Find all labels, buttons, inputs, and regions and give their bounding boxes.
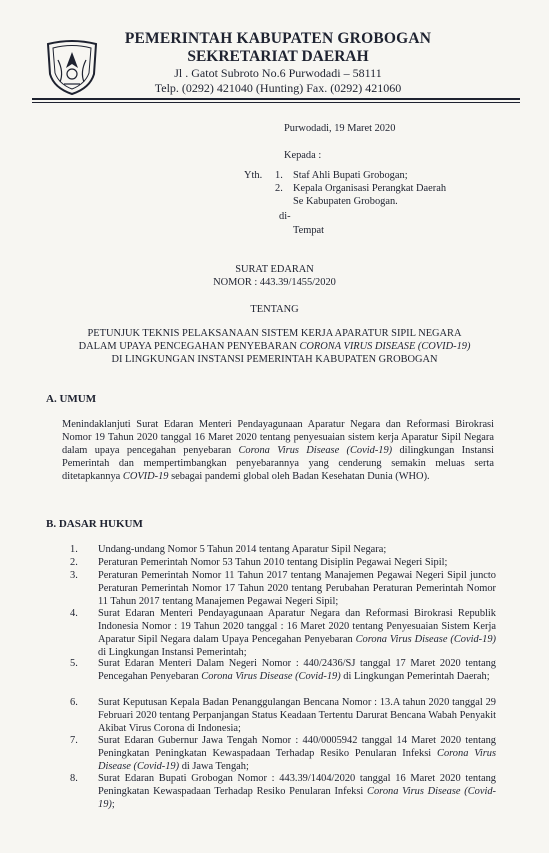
document-page: PEMERINTAH KABUPATEN GROBOGAN SEKRETARIAT DAERAH Jl . Gatot Subroto No.6 Purwodadi – 58111 Telp. (0292) 421040 (Hunting) Fax. (0292) 421060 Purwodadi, 19 Maret 2020 Kepada : Yth. 1. Staf Ahli Bupati Grobogan; 2. Kepala Organisasi Perangkat Daerah Se Kabupaten Grobogan. di- Tempat SURAT EDARAN NOMOR : 443.39/1455/2020 TENTANG PETUNJUK TEKNIS PELAKSANAAN SISTEM KERJA APARATUR SIPIL NEGARA DALAM UPAYA PENCEGAHAN PENYEBARAN CORONA VIRUS DISEASE (COVID-19) DI LINGKUNGAN INSTANSI PEMERINTAH KABUPATEN GROBOGAN A. UMUM Menindaklanjuti Surat Edaran Menteri Pendayagunaan Aparatur Negara dan Reformasi Birokrasi Nomor 19 Tahun 2020 tanggal 16 Maret 2020 tentang penyesuaian sistem kerja Aparatur Sipil Negara dalam upaya pencegahan penyebaran Corona Virus Disease (Covid-19) dilingkungan Instansi Pemerintah dan mempertimbangkan penyebarannya yang cenderung semakin meluas serta ditetapkannya COVID-19 sebagai pandemi global oleh Badan Kesehatan Dunia (WHO). B. DASAR HUKUM 1. Undang-undang Nomor 5 Tahun 2014 tentang Aparatur Sipil Negara; 2. Peraturan Pemerintah Nomor 53 Tahun 2010 tentang Disiplin Pegawai Negeri Sipil; 3. Peraturan Pemerintah Nomor 11 Tahun 2017 tentang Manajemen Pegawai Negeri Sipil juncto Peraturan Pemerintah Nomor 17 Tahun 2020 tentang Perubahan Peraturan Pemerintah Nomor 11 Tahun 2017 tentang Manajemen Pegawai Negeri Sipil; 4. Surat Edaran Menteri Pendayagunaan Aparatur Negara dan Reformasi Birokrasi Republik Indonesia Nomor : 19 Tahun 2020 tanggal : 16 Maret 2020 tentang Penyesuaian Sistem Kerja Aparatur Sipil Negara dalam Upaya Pencegahan Penyebaran Corona Virus Disease (Covid-19) di Lingkungan Instansi Pemerintah; 5. Surat Edaran Menteri Dalam Negeri Nomor : 440/2436/SJ tanggal 17 Maret 2020 tentang Pencegahan Penyebaran Corona Virus Disease (Covid-19) di Lingkungan Pemerintah Daerah; 6. Surat Keputusan Kepala Badan Penanggulangan Bencana Nomor : 13.A tahun 2020 tanggal 29 Februari 2020 tentang Perpanjangan Status Keadaan Tertentu Darurat Bencana Wabah Penyakit Akibat Virus Corona di Indonesia; 7. Surat Edaran Gubernur Jawa Tengah Nomor : 440/0005942 tanggal 14 Maret 2020 tentang Peningkatan Peningkatan Kewaspadaan Terhadap Resiko Penularan Infeksi Corona Virus Disease (Covid-19) di Jawa Tengah; 8. Surat Edaran Bupati Grobogan Nomor : 443.39/1404/2020 tanggal 16 Maret 2020 tentang Peningkatan Kewaspadaan Terhadap Resiko Penularan Infeksi Corona Virus Disease (Covid-19); [0,0,549,853]
subject-line-1: PETUNJUK TEKNIS PELAKSANAAN SISTEM KERJA APARATUR SIPIL NEGARA [87,328,462,339]
section-a-paragraph: Menindaklanjuti Surat Edaran Menteri Pendayagunaan Aparatur Negara dan Reformasi Birokrasi Nomor 19 Tahun 2020 tanggal 16 Maret 2020 tentang penyesuaian sistem kerja Aparatur Sipil Negara dalam upaya pencegahan penyebaran Corona Virus Disease (Covid-19) dilingkungan Instansi Pemerintah dan mempertimbangkan penyebarannya yang cenderung semakin meluas serta ditetapkannya COVID-19 sebagai pandemi global oleh Badan Kesehatan Dunia (WHO). [62,419,494,482]
document-title: SURAT EDARAN [235,264,314,275]
letterhead-address: Jl . Gatot Subroto No.6 Purwodadi – 58111 [174,66,382,80]
recipient-item: Staf Ahli Bupati Grobogan; [293,170,408,181]
di-label: di- [279,211,291,222]
document-number: NOMOR : 443.39/1455/2020 [213,277,336,288]
letterhead-rule-thick [32,98,520,100]
kepada-label: Kepada : [284,150,322,161]
grobogan-coat-of-arms-icon [44,38,100,96]
tempat-label: Tempat [293,225,325,236]
recipient-number: 1. [275,170,283,181]
tentang-label: TENTANG [250,304,299,315]
section-a-heading: A. UMUM [46,393,97,405]
recipient-continuation: Se Kabupaten Grobogan. [293,196,398,207]
section-b-heading: B. DASAR HUKUM [46,518,143,530]
yth-label: Yth. [244,170,263,181]
recipient-item: Kepala Organisasi Perangkat Daerah [293,183,447,194]
letterhead-government: PEMERINTAH KABUPATEN GROBOGAN [124,30,432,47]
subject-line-2: DALAM UPAYA PENCEGAHAN PENYEBARAN CORONA VIRUS DISEASE (COVID-19) [78,341,471,352]
letterhead-rule-thin [32,102,520,103]
letterhead-phone: Telp. (0292) 421040 (Hunting) Fax. (0292) 421060 [154,81,402,95]
subject-line-3: DI LINGKUNGAN INSTANSI PEMERINTAH KABUPATEN GROBOGAN [111,354,438,365]
date-line: Purwodadi, 19 Maret 2020 [284,123,396,134]
letterhead-secretariat: SEKRETARIAT DAERAH [187,48,369,65]
recipient-number: 2. [275,183,283,194]
